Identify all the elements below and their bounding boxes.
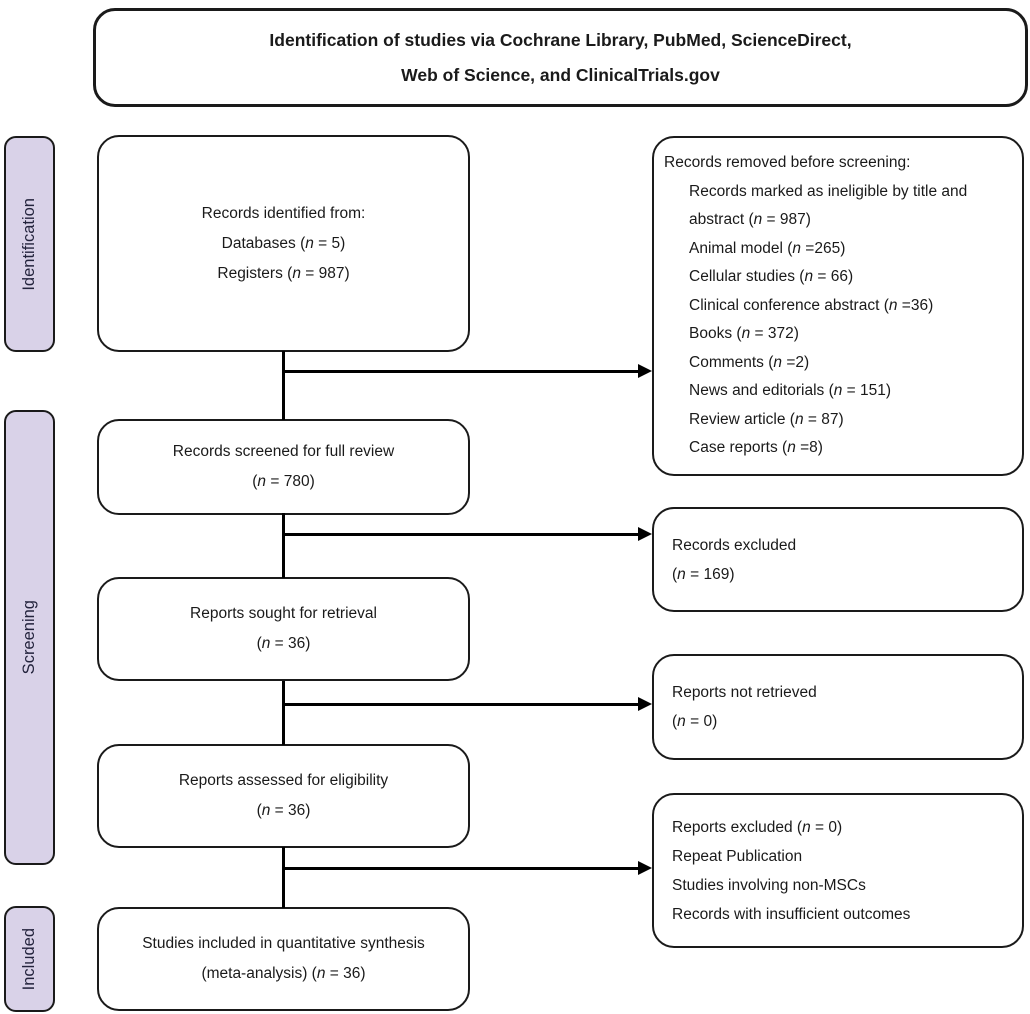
exclusion-item: Comments (n =2): [689, 353, 810, 371]
connector-line: [282, 847, 286, 908]
box-line: Repeat Publication: [672, 847, 803, 865]
connector-line: [282, 351, 286, 420]
stage-label-identification: Identification: [20, 197, 38, 291]
box-records-excluded: [652, 507, 1024, 612]
box-line: (n = 780): [252, 473, 315, 490]
exclusion-item: News and editorials (n = 151): [689, 382, 892, 399]
arrowhead-icon: [638, 697, 652, 711]
diagram-title-box: [93, 8, 1028, 107]
box-line: Databases (n = 5): [221, 234, 346, 252]
exclusion-item: Case reports (n =8): [689, 439, 823, 456]
box-line: Records excluded: [672, 536, 797, 554]
exclusion-item: Cellular studies (n = 66): [689, 268, 854, 285]
exclusion-item: Review article (n = 87): [689, 410, 844, 428]
arrowhead-icon: [638, 364, 652, 378]
box-records-screened: [97, 419, 470, 515]
stage-bar-screening: [4, 410, 55, 865]
box-line: Reports excluded (n = 0): [672, 818, 843, 836]
box-studies-included: [97, 907, 470, 1011]
box-reports-assessed: [97, 744, 470, 848]
flow-arrow: [283, 703, 638, 707]
exclusion-item: Animal model (n =265): [689, 239, 846, 257]
exclusion-item: Books (n = 372): [689, 325, 799, 342]
connector-line: [282, 681, 286, 745]
box-line: Records with insufficient outcomes: [672, 905, 911, 923]
flow-arrow: [283, 533, 638, 537]
box-reports-sought: [97, 577, 470, 681]
diagram-title-line1: Identification of studies via Cochrane Library, PubMed, ScienceDirect,: [269, 29, 852, 50]
box-records-removed: [652, 136, 1024, 476]
box-line: (n = 169): [672, 565, 735, 583]
flow-arrow: [283, 370, 638, 374]
box-line: (meta-analysis) (n = 36): [201, 965, 366, 982]
box-line: Reports not retrieved: [672, 684, 817, 701]
flow-arrow: [283, 867, 638, 871]
box-header: Records removed before screening:: [664, 154, 911, 171]
stage-bar-included: [4, 906, 55, 1012]
box-reports-excluded: [652, 793, 1024, 948]
box-line: Studies involving non-MSCs: [672, 876, 866, 894]
stage-label-screening: Screening: [20, 600, 38, 675]
box-line: (n = 0): [672, 713, 718, 730]
arrowhead-icon: [638, 861, 652, 875]
box-line: Studies included in quantitative synthesis: [142, 935, 425, 952]
arrowhead-icon: [638, 527, 652, 541]
diagram-title-line2: Web of Science, and ClinicalTrials.gov: [401, 64, 720, 85]
exclusion-item: Clinical conference abstract (n =36): [689, 296, 934, 314]
connector-line: [282, 513, 286, 578]
box-line: Registers (n = 987): [217, 264, 350, 282]
box-line: Records screened for full review: [172, 443, 395, 460]
stage-label-included: Included: [20, 927, 38, 991]
exclusion-item: Records marked as ineligible by title and abstract (n = 987): [689, 182, 968, 228]
box-records-identified: [97, 135, 470, 352]
box-line: Records identified from:: [201, 204, 366, 222]
box-line: Reports sought for retrieval: [190, 605, 377, 622]
box-line: Reports assessed for eligibility: [178, 772, 389, 789]
box-line: (n = 36): [256, 802, 311, 819]
box-reports-not-retrieved: [652, 654, 1024, 760]
stage-bar-identification: [4, 136, 55, 352]
box-line: (n = 36): [256, 635, 311, 652]
